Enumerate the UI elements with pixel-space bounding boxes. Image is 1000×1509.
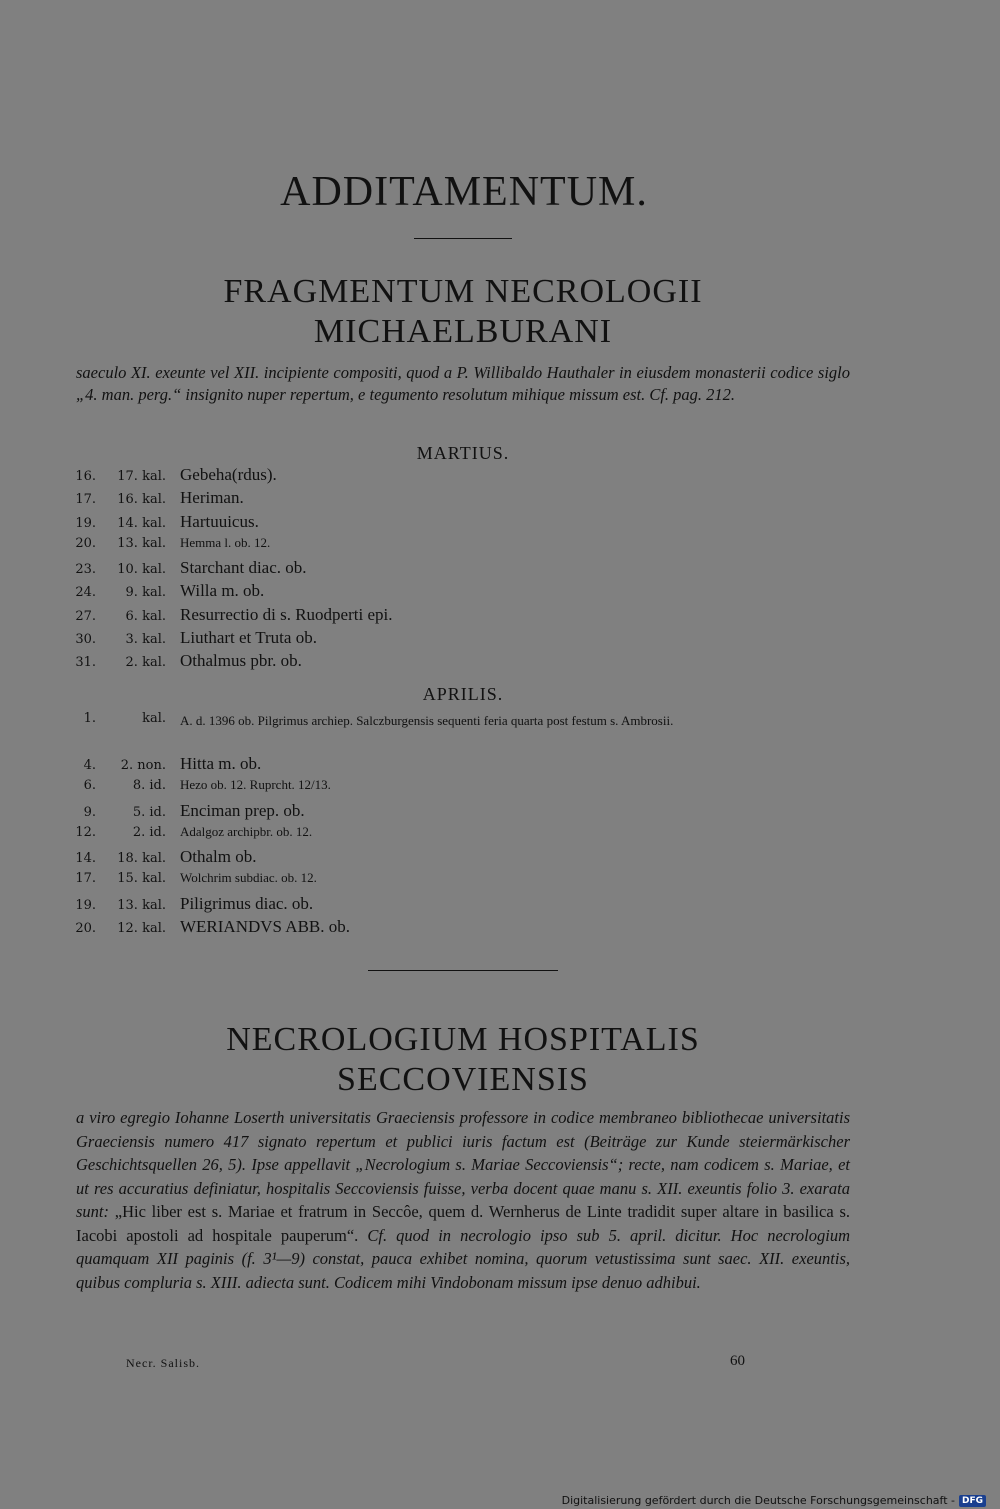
entry-day: 19.: [75, 515, 96, 531]
main-title: ADDITAMENTUM.: [280, 169, 648, 215]
entry-day: 31.: [75, 655, 96, 671]
entry-text: Piligrimus diac. ob.: [180, 893, 314, 913]
section-divider: [368, 970, 558, 971]
section1-title-line2: MICHAELBURANI: [313, 313, 613, 350]
list-item: [70, 847, 860, 870]
list-item: [70, 708, 860, 754]
list-item: [70, 917, 860, 940]
entry-text: Hitta m. ob.: [180, 754, 262, 773]
entry-day: 17.: [75, 492, 96, 508]
entry-text: Willa m. ob.: [180, 581, 265, 601]
list-item: [70, 651, 860, 674]
entry-day: 9.: [83, 804, 96, 820]
entry-kal: 14. kal.: [117, 515, 166, 531]
list-item: [70, 581, 860, 604]
martius-entries: [70, 465, 860, 675]
section1-intro: saeculo XI. exeunte vel XII. incipiente compositi, quod a P. Willibaldo Hauthaler in eiusdem monasterii codice siglo „4. man. perg.“ insignito nuper repertum, e tegumento resolutum mihique missum est. Cf. pag. 212.: [76, 363, 850, 404]
section2-intro-part1: a viro egregio Iohanne Loserth universitatis Graeciensis professore in codice membraneo bibliothecae universitatis Graeciensis numero 417 signato repertum et publici iuris factum est (Beiträge zur Kunde steiermärkischer Geschichtsquellen 26, 5). Ipse appellavit „Necrologium s. Mariae Seccoviensis“; recte, nam codicem s. Mariae, et ut res accuratius definiatur, hospitalis Seccoviensis fuisse, verba docent quae manu s. XII. exeuntis folio 3. exarata sunt:: [76, 1108, 850, 1221]
page-number: 60: [730, 1353, 745, 1369]
entry-kal: 5. id.: [132, 804, 166, 820]
dfg-logo: DFG: [959, 1495, 986, 1507]
month-heading-aprilis: APRILIS.: [422, 684, 504, 704]
month-heading-martius: MARTIUS.: [416, 443, 510, 463]
list-item: [70, 754, 860, 777]
list-item: [70, 894, 860, 917]
entry-kal: 12. kal.: [117, 921, 166, 937]
entry-day: 24.: [75, 585, 96, 601]
entry-text: Resurrectio di s. Ruodperti epi.: [180, 604, 393, 624]
digitization-credit: [562, 1494, 986, 1507]
section2-intro-quote: „Hic liber est s. Mariae et fratrum in Seccôe, quem d. Wernherus de Linte tradidit super altare in basilica s. Iacobi apostoli ad hospitale pauperum“.: [76, 1202, 850, 1245]
entry-kal: 15. kal.: [117, 871, 166, 887]
entry-text: Gebeha(rdus).: [180, 465, 277, 484]
entry-text: Othalmus pbr. ob.: [180, 651, 302, 671]
entry-kal: 16. kal.: [117, 492, 166, 508]
list-item: [70, 824, 860, 847]
section1-title-line1: FRAGMENTUM NECROLOGII: [223, 273, 703, 310]
section2-intro: [76, 1106, 850, 1294]
entry-day: 17.: [75, 871, 96, 887]
entry-kal: 13. kal.: [117, 535, 166, 551]
entry-text: A. d. 1396 ob. Pilgrimus archiep. Salczburgensis sequenti feria quarta post festum s. Ambrosii.: [180, 713, 674, 728]
digitization-text: Digitalisierung gefördert durch die Deutsche Forschungsgemeinschaft -: [561, 1494, 955, 1507]
entry-day: 23.: [75, 562, 96, 578]
entry-kal: 2. id.: [132, 824, 166, 840]
list-item: [70, 801, 860, 824]
section2-title: [60, 1020, 866, 1100]
entry-kal: 13. kal.: [117, 897, 166, 913]
entry-text: Hemma l. ob. 12.: [180, 534, 271, 550]
aprilis-entries: [70, 708, 860, 940]
list-item: [70, 870, 860, 893]
entry-kal: 6. kal.: [125, 608, 166, 624]
list-item: [70, 488, 860, 511]
entry-kal: 8. id.: [132, 778, 166, 794]
section2-title-line2: SECCOVIENSIS: [337, 1061, 589, 1098]
entry-text: Wolchrim subdiac. ob. 12.: [180, 870, 317, 886]
title-rule: [414, 238, 512, 239]
entry-text: Hezo ob. 12. Ruprcht. 12/13.: [180, 777, 331, 793]
entry-day: 6.: [83, 778, 96, 794]
list-item: [70, 605, 860, 628]
entry-text: Starchant diac. ob.: [180, 558, 307, 578]
entry-day: 14.: [75, 851, 96, 867]
entry-day: 20.: [75, 535, 96, 551]
entry-day: 4.: [83, 758, 96, 773]
entry-kal: 9. kal.: [125, 585, 166, 601]
entry-day: 1.: [83, 711, 96, 726]
list-item: [70, 777, 860, 800]
entry-kal: 10. kal.: [117, 562, 166, 578]
entry-text: Enciman prep. ob.: [180, 800, 305, 820]
section2-title-line1: NECROLOGIUM HOSPITALIS: [226, 1021, 700, 1058]
list-item: [70, 558, 860, 581]
list-item: [70, 628, 860, 651]
list-item: [70, 465, 860, 488]
entry-kal: 2. non.: [120, 758, 166, 773]
list-item: [70, 512, 860, 535]
entry-day: 16.: [75, 469, 96, 484]
entry-kal: 2. kal.: [125, 655, 166, 671]
entry-kal: 18. kal.: [117, 851, 166, 867]
entry-day: 27.: [75, 608, 96, 624]
entry-text: Heriman.: [180, 488, 244, 508]
entry-text: Othalm ob.: [180, 847, 257, 867]
entry-text: Liuthart et Truta ob.: [180, 628, 317, 648]
entry-text: Adalgoz archipbr. ob. 12.: [180, 823, 313, 839]
list-item: [70, 535, 860, 558]
entry-day: 12.: [75, 824, 96, 840]
entry-day: 20.: [75, 921, 96, 937]
entry-kal: kal.: [142, 711, 166, 726]
entry-kal: 3. kal.: [125, 632, 166, 648]
running-footer: Necr. Salisb.: [126, 1356, 200, 1370]
section1-title: [60, 272, 866, 352]
section2-intro-part2: Cf. quod in necrologio ipso sub 5. april. dicitur. Hoc necrologium quamquam XII paginis (f. 3¹—9) constat, pauca exhibet nomina, quorum vetustissima sunt saec. XII. exeuntis, quibus compluria s. XIII. adiecta sunt. Codicem mihi Vindobonam missum ipse denuo adhibui.: [76, 1225, 850, 1292]
entry-day: 19.: [75, 897, 96, 913]
entry-day: 30.: [75, 632, 96, 648]
entry-text: WERIANDVS ABB. ob.: [180, 917, 351, 937]
entry-text: Hartuuicus.: [180, 511, 259, 531]
entry-kal: 17. kal.: [117, 469, 166, 484]
